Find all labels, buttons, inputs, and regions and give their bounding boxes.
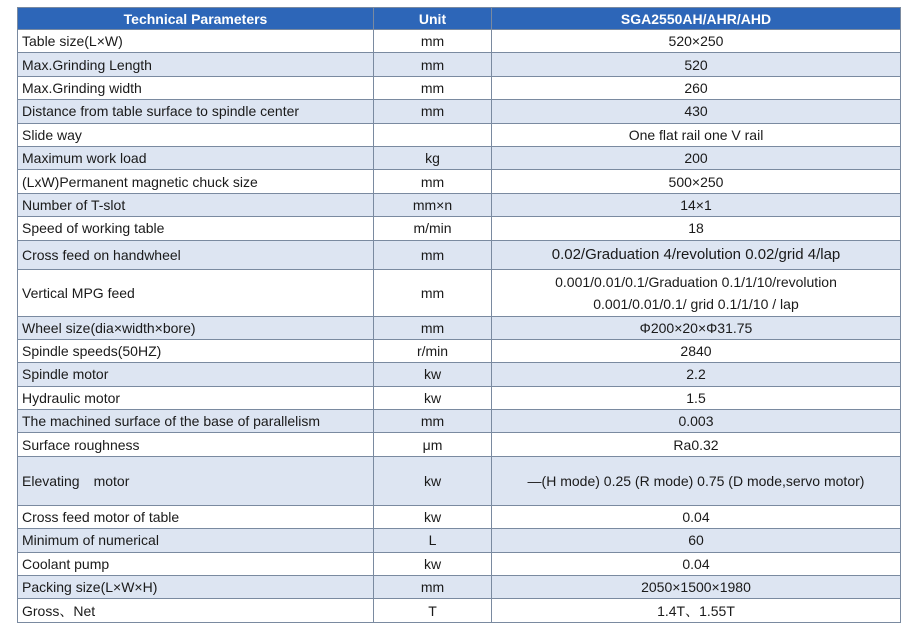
param-unit: r/min (374, 339, 492, 362)
param-value: 260 (492, 76, 901, 99)
technical-parameters-table (17, 7, 901, 623)
header-unit: Unit (374, 8, 492, 30)
param-unit: mm (374, 100, 492, 123)
param-name: Cross feed on handwheel (18, 240, 374, 269)
param-value: Ra0.32 (492, 433, 901, 456)
table-row (18, 123, 901, 146)
table-row (18, 217, 901, 240)
param-unit: mm (374, 316, 492, 339)
param-name: Slide way (18, 123, 374, 146)
param-unit: kw (374, 456, 492, 505)
param-unit: kw (374, 386, 492, 409)
param-unit: mm (374, 240, 492, 269)
table-row (18, 76, 901, 99)
param-name: Max.Grinding Length (18, 53, 374, 76)
param-name: Distance from table surface to spindle center (18, 100, 374, 123)
param-unit: mm (374, 576, 492, 599)
param-value: 2050×1500×1980 (492, 576, 901, 599)
param-unit: m/min (374, 217, 492, 240)
param-unit: kw (374, 552, 492, 575)
param-value (492, 269, 901, 316)
table-row (18, 339, 901, 362)
param-name: Maximum work load (18, 146, 374, 169)
param-name: Max.Grinding width (18, 76, 374, 99)
table-row (18, 316, 901, 339)
param-value: 520×250 (492, 30, 901, 53)
param-name: (LxW)Permanent magnetic chuck size (18, 170, 374, 193)
param-value: 500×250 (492, 170, 901, 193)
param-unit: kw (374, 363, 492, 386)
table-row (18, 269, 901, 316)
table-row (18, 100, 901, 123)
table-row (18, 240, 901, 269)
param-unit: μm (374, 433, 492, 456)
param-value: 520 (492, 53, 901, 76)
param-unit: mm (374, 53, 492, 76)
param-unit: mm (374, 30, 492, 53)
table-row (18, 599, 901, 622)
param-name: Surface roughness (18, 433, 374, 456)
param-value: 1.5 (492, 386, 901, 409)
table-row (18, 552, 901, 575)
table-row (18, 53, 901, 76)
param-value: 2.2 (492, 363, 901, 386)
param-value: 200 (492, 146, 901, 169)
param-unit: T (374, 599, 492, 622)
param-value: 0.02/Graduation 4/revolution 0.02/grid 4/lap (492, 240, 901, 269)
param-name: Number of T-slot (18, 193, 374, 216)
table-row (18, 410, 901, 433)
table-row (18, 576, 901, 599)
param-name: Packing size(L×W×H) (18, 576, 374, 599)
param-value: 14×1 (492, 193, 901, 216)
param-value: 0.04 (492, 505, 901, 528)
param-name: Cross feed motor of table (18, 505, 374, 528)
param-unit: mm (374, 410, 492, 433)
param-value: 18 (492, 217, 901, 240)
param-value: 430 (492, 100, 901, 123)
param-name: Table size(L×W) (18, 30, 374, 53)
param-name: Wheel size(dia×width×bore) (18, 316, 374, 339)
param-unit: L (374, 529, 492, 552)
param-name: Speed of working table (18, 217, 374, 240)
param-unit: mm (374, 269, 492, 316)
param-name: Hydraulic motor (18, 386, 374, 409)
param-value: 1.4T、1.55T (492, 599, 901, 622)
param-unit: mm (374, 76, 492, 99)
param-value: 0.04 (492, 552, 901, 575)
param-name: Spindle motor (18, 363, 374, 386)
param-name: The machined surface of the base of parallelism (18, 410, 374, 433)
table-row (18, 170, 901, 193)
table-row (18, 456, 901, 505)
param-unit: mm (374, 170, 492, 193)
param-unit (374, 123, 492, 146)
param-value: —(H mode) 0.25 (R mode) 0.75 (D mode,servo motor) (492, 456, 901, 505)
param-name: Vertical MPG feed (18, 269, 374, 316)
param-unit: kw (374, 505, 492, 528)
table-row (18, 193, 901, 216)
table-row (18, 386, 901, 409)
table-row (18, 433, 901, 456)
param-value: 2840 (492, 339, 901, 362)
param-name: Minimum of numerical (18, 529, 374, 552)
table-header-row (18, 8, 901, 30)
table-row (18, 146, 901, 169)
param-value: 0.003 (492, 410, 901, 433)
table-row (18, 529, 901, 552)
param-unit: mm×n (374, 193, 492, 216)
param-value: Φ200×20×Φ31.75 (492, 316, 901, 339)
param-value-line: 0.001/0.01/0.1/Graduation 0.1/1/10/revolution (555, 273, 837, 290)
param-value-line: 0.001/0.01/0.1/ grid 0.1/1/10 / lap (593, 295, 799, 312)
param-unit: kg (374, 146, 492, 169)
header-parameters: Technical Parameters (18, 8, 374, 30)
table-row (18, 30, 901, 53)
param-name: Gross、Net (18, 599, 374, 622)
param-value: One flat rail one V rail (492, 123, 901, 146)
param-name: Elevating motor (18, 456, 374, 505)
table-row (18, 505, 901, 528)
param-name: Spindle speeds(50HZ) (18, 339, 374, 362)
param-name: Coolant pump (18, 552, 374, 575)
header-model: SGA2550AH/AHR/AHD (492, 8, 901, 30)
table-row (18, 363, 901, 386)
param-value: 60 (492, 529, 901, 552)
